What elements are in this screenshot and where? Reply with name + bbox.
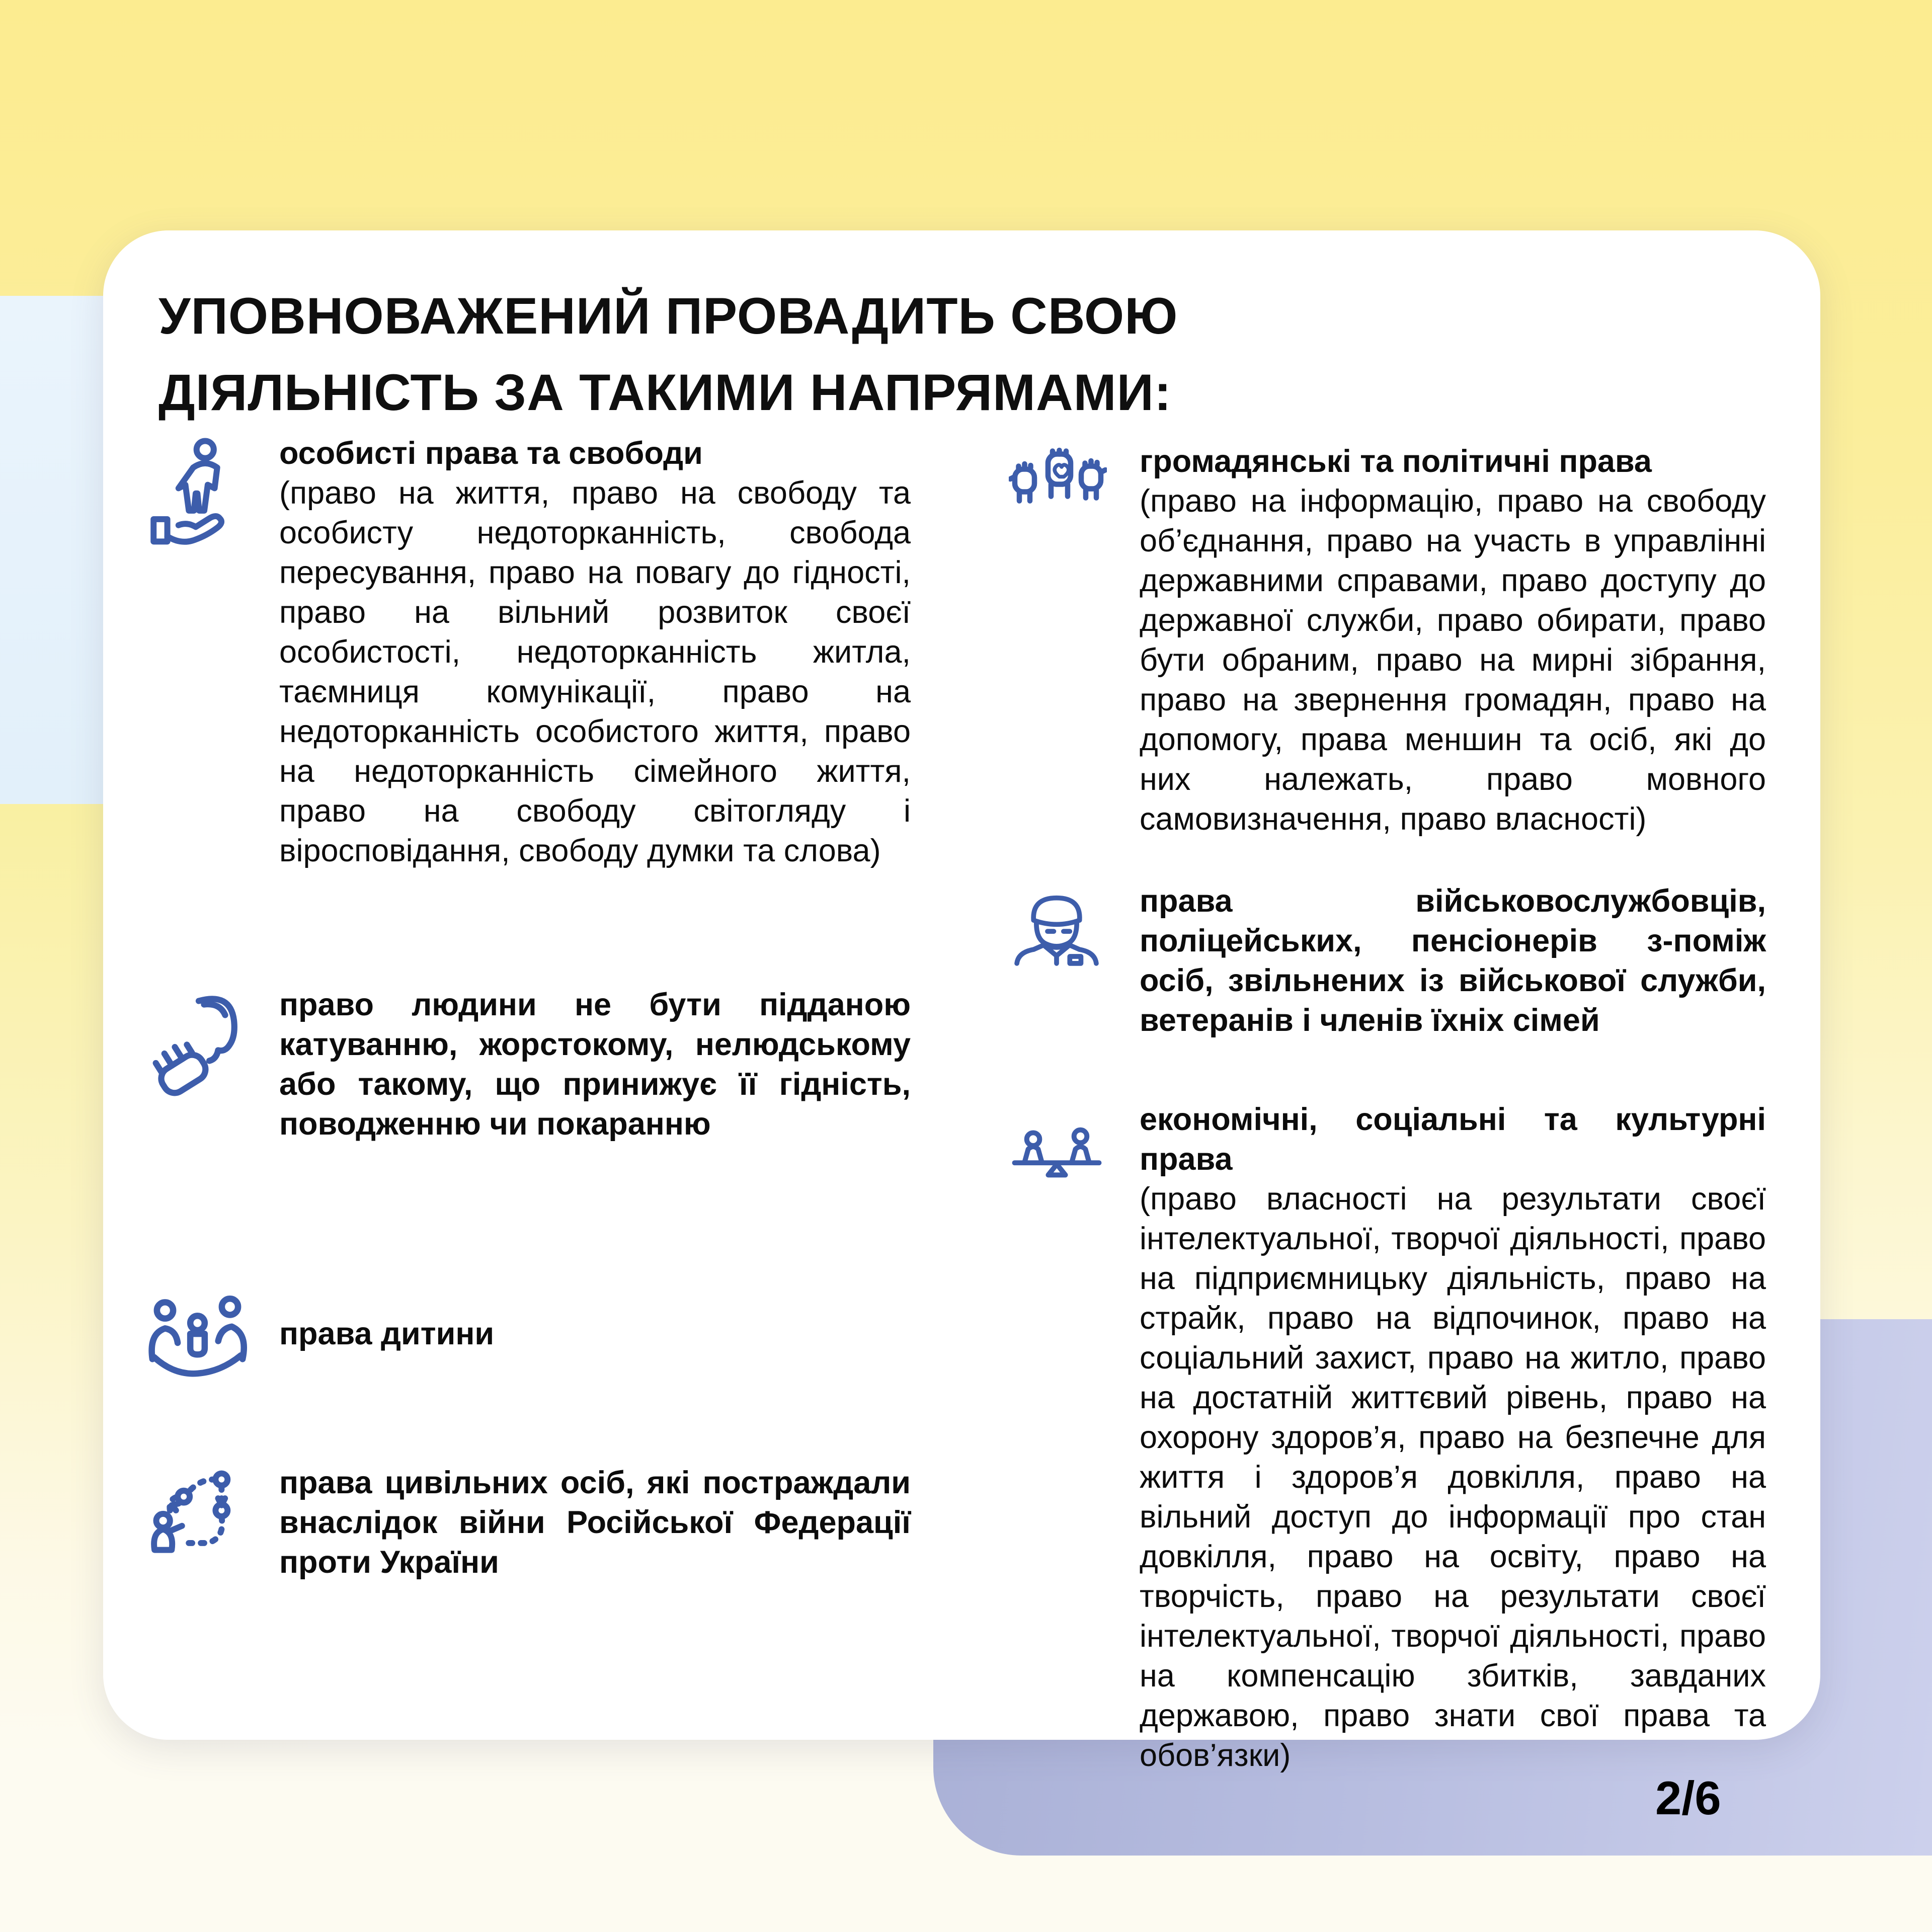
- direction-item-civil-political-rights: [1140, 442, 1766, 839]
- direction-heading: право людини не бути підданою катуванню, жорстокому, нелюдському або такому, що принижує її гідність, поводженню чи покаранню: [279, 987, 911, 1142]
- direction-item-personal-rights: [279, 434, 911, 871]
- page-title: [158, 278, 1507, 431]
- page-title-line1: УПОВНОВАЖЕНИЙ ПРОВАДИТЬ СВОЮ: [158, 287, 1178, 345]
- family-with-child-icon: [143, 1268, 252, 1396]
- people-balance-icon: [1010, 1100, 1103, 1183]
- direction-heading: громадянські та політичні права: [1140, 444, 1652, 479]
- raised-hands-heart-icon: [1009, 442, 1107, 537]
- direction-body: (право власності на результати своєї інтелектуальної, творчої діяльності, право на підприємницьку діяльність, право на страйк, право на відпочинок, право на соціальний захист, право на житло, право на достатній життєвий рівень, право на охорону здоров’я, право на безпечне для життя і здоров’я довкілля, право на вільний доступ до інформації про стан довкілля, право на освіту, право на творчість, право на результати своєї інтелектуальної, творчої діяльності, право на компенсацію збитків, завданих державою, право знати свої права та обов’язки): [1140, 1181, 1766, 1773]
- soldier-icon: [1011, 881, 1102, 977]
- page-title-line2: ДІЯЛЬНІСТЬ ЗА ТАКИМИ НАПРЯМАМИ:: [158, 364, 1172, 421]
- direction-heading: права цивільних осіб, які постраждали внаслідок війни Російської Федерації проти України: [279, 1465, 911, 1580]
- hand-covering-face-icon: [146, 986, 252, 1114]
- direction-heading: економічні, соціальні та культурні права: [1140, 1102, 1766, 1177]
- person-in-hand-icon: [148, 435, 252, 558]
- direction-item-civilians-war: [279, 1463, 911, 1582]
- direction-heading: особисті права та свободи: [279, 436, 703, 471]
- direction-body: (право на життя, право на свободу та особисту недоторканність, свобода пересування, право на повагу до гідності, право на вільний розвиток своєї особистості, недоторканність житла, таємниця комунікації, право на недоторканність особистого життя, право на недоторканність сімейного життя, право на свободу світогляду і віросповідання, свободу думки та слова): [279, 475, 911, 868]
- displaced-person-route-icon: [146, 1459, 249, 1582]
- direction-heading: права військовослужбовців, поліцейських, пенсіонерів з-поміж осіб, звільнених із військової служби, ветеранів і членів їхніх сімей: [1140, 883, 1766, 1038]
- direction-body: (право на інформацію, право на свободу об’єднання, право на участь в управлінні державними справами, право доступу до державної служби, право обирати, право бути обраним, право на мирні зібрання, право на звернення громадян, право на допомогу, права меншин та осіб, які до них належать, право мовного самовизначення, право власності): [1140, 484, 1766, 837]
- direction-item-child-rights: [279, 1314, 911, 1354]
- page-number: 2/6: [1655, 1772, 1721, 1824]
- direction-item-no-torture: [279, 985, 911, 1144]
- direction-item-economic-social-cultural: [1140, 1100, 1766, 1776]
- direction-heading: права дитини: [279, 1316, 495, 1351]
- direction-item-military-rights: [1140, 881, 1766, 1040]
